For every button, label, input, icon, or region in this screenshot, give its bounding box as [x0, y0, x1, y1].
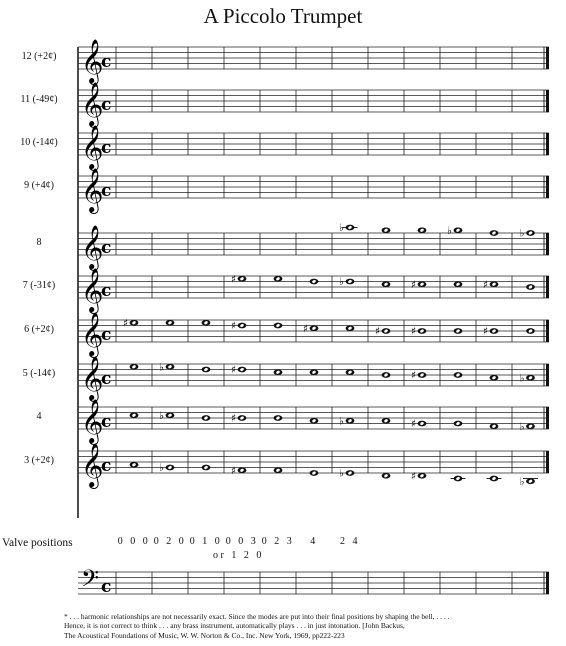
valve-position: 0 0 3 [225, 536, 259, 547]
flat-icon: ♭ [447, 224, 452, 237]
valve-positions-label: Valve positions [2, 537, 73, 549]
whole-note [130, 462, 139, 468]
treble-clef-icon: 𝄞 [81, 312, 104, 356]
sharp-icon: ♯ [410, 278, 417, 291]
sharp-icon: ♯ [410, 369, 417, 382]
footnote-line: * . . . harmonic relationships are not necessarily exact. Since the modes are put into their final positions by shaping the bell, . . . . [64, 612, 450, 621]
whole-note [382, 328, 391, 334]
time-signature: c [101, 456, 112, 476]
whole-note [274, 369, 283, 375]
whole-note [202, 320, 211, 326]
whole-note [274, 467, 283, 473]
page-title: A Piccolo Trumpet [203, 4, 363, 28]
sharp-icon: ♯ [302, 322, 309, 335]
sharp-icon: ♯ [230, 364, 237, 377]
whole-note [346, 325, 355, 331]
sharp-icon: ♯ [410, 418, 417, 431]
whole-note [310, 279, 319, 285]
valve-position: 2 4 [340, 536, 360, 547]
flat-icon: ♭ [519, 227, 525, 240]
whole-note [274, 276, 283, 282]
whole-note [238, 276, 247, 282]
sharp-icon: ♯ [230, 273, 237, 286]
sharp-icon: ♯ [230, 412, 237, 425]
whole-note [166, 465, 175, 471]
flat-icon: ♭ [159, 462, 164, 475]
valve-position: 0 1 0 [189, 536, 223, 547]
time-signature: c [101, 52, 112, 72]
treble-clef-icon: 𝄞 [81, 356, 104, 400]
sharp-icon: ♯ [122, 317, 129, 330]
footnote [64, 612, 564, 640]
whole-note [454, 227, 463, 233]
whole-note [238, 415, 247, 421]
mode-label: 6 (+2¢) [24, 324, 54, 335]
mode-label: 8 [36, 237, 42, 248]
whole-note [130, 320, 139, 326]
whole-note [418, 372, 427, 378]
sharp-icon: ♯ [410, 325, 417, 338]
flat-icon: ♭ [519, 372, 525, 385]
mode-label: 4 [36, 411, 42, 422]
whole-note [130, 412, 139, 418]
whole-note [202, 465, 211, 471]
whole-note [418, 227, 427, 233]
sharp-icon: ♯ [230, 320, 237, 333]
time-signature: c [101, 238, 112, 258]
whole-note [346, 225, 355, 231]
mode-label: 12 (+2¢) [21, 51, 57, 62]
whole-note [382, 372, 391, 378]
whole-note [490, 328, 499, 334]
time-signature: c [101, 138, 112, 158]
mode-label: 5 (-14¢) [22, 368, 56, 379]
treble-clef-icon: 𝄞 [81, 125, 104, 169]
whole-note [490, 281, 499, 287]
sharp-icon: ♯ [230, 464, 237, 477]
bass-clef-icon: 𝄢 [81, 564, 100, 598]
whole-note [490, 230, 499, 236]
whole-note [382, 418, 391, 424]
valve-position: 4 [310, 536, 318, 547]
whole-note [418, 328, 427, 334]
valve-position: 0 2 0 [153, 536, 187, 547]
whole-note [526, 478, 535, 484]
whole-note [382, 473, 391, 479]
whole-note [490, 423, 499, 429]
treble-clef-icon: 𝄞 [81, 168, 104, 212]
whole-note [166, 320, 175, 326]
sharp-icon: ♯ [410, 470, 417, 483]
time-signature: c [101, 281, 112, 301]
valve-position: 0 0 0 [117, 536, 151, 547]
whole-note [238, 323, 247, 329]
flat-icon: ♭ [339, 415, 344, 428]
time-signature: c [101, 95, 112, 115]
valve-position-alt: or 1 2 0 [213, 550, 264, 561]
flat-icon: ♭ [519, 420, 525, 433]
mode-label: 3 (+2¢) [24, 455, 54, 466]
mode-label: 11 (-49¢) [20, 94, 58, 105]
treble-clef-icon: 𝄞 [81, 443, 104, 487]
whole-note [418, 473, 427, 479]
whole-note [382, 281, 391, 287]
time-signature: c [101, 369, 112, 389]
whole-note [346, 418, 355, 424]
whole-note [238, 467, 247, 473]
whole-note [346, 470, 355, 476]
whole-note [166, 412, 175, 418]
flat-icon: ♭ [159, 361, 164, 374]
footnote-line: The Acoustical Foundations of Music, W. W. Norton & Co., Inc. New York, 1969, pp222-223 [64, 630, 345, 640]
mode-label: 7 (-31¢) [22, 280, 56, 291]
whole-note [454, 372, 463, 378]
whole-note [526, 230, 535, 236]
treble-clef-icon: 𝄞 [81, 82, 104, 126]
whole-note [130, 364, 139, 370]
whole-note [346, 369, 355, 375]
whole-note [166, 364, 175, 370]
whole-note [310, 418, 319, 424]
flat-icon: ♭ [159, 409, 164, 422]
sharp-icon: ♯ [482, 278, 489, 291]
treble-clef-icon: 𝄞 [81, 225, 104, 269]
sharp-icon: ♯ [482, 325, 489, 338]
whole-note [382, 227, 391, 233]
treble-clef-icon: 𝄞 [81, 39, 104, 83]
whole-note [526, 284, 535, 290]
whole-note [202, 367, 211, 373]
whole-note [418, 281, 427, 287]
whole-note [454, 421, 463, 427]
flat-icon: ♭ [339, 276, 344, 289]
treble-clef-icon: 𝄞 [81, 399, 104, 443]
treble-clef-icon: 𝄞 [81, 268, 104, 312]
whole-note [310, 369, 319, 375]
whole-note [490, 476, 499, 482]
flat-icon: ♭ [339, 222, 344, 235]
mode-label: 10 (-14¢) [20, 137, 58, 148]
whole-note [202, 415, 211, 421]
whole-note [238, 367, 247, 373]
sharp-icon: ♯ [374, 325, 381, 338]
whole-note [490, 375, 499, 381]
footnote-line: Hence, it is not correct to think . . . any brass instrument, automatically plays . . . in just intonation. [John Backus, [64, 621, 405, 631]
whole-note [526, 328, 535, 334]
time-signature: c [101, 577, 112, 597]
whole-note [310, 325, 319, 331]
whole-note [454, 476, 463, 482]
whole-note [418, 421, 427, 427]
whole-note [526, 423, 535, 429]
flat-icon: ♭ [519, 475, 525, 488]
time-signature: c [101, 181, 112, 201]
whole-note [526, 375, 535, 381]
whole-note [274, 323, 283, 329]
time-signature: c [101, 325, 112, 345]
whole-note [310, 470, 319, 476]
whole-note [274, 415, 283, 421]
whole-note [454, 281, 463, 287]
valve-position: 0 2 3 [261, 536, 295, 547]
time-signature: c [101, 412, 112, 432]
whole-note [346, 279, 355, 285]
whole-note [454, 328, 463, 334]
mode-label: 9 (+4¢) [24, 180, 54, 191]
flat-icon: ♭ [339, 467, 344, 480]
